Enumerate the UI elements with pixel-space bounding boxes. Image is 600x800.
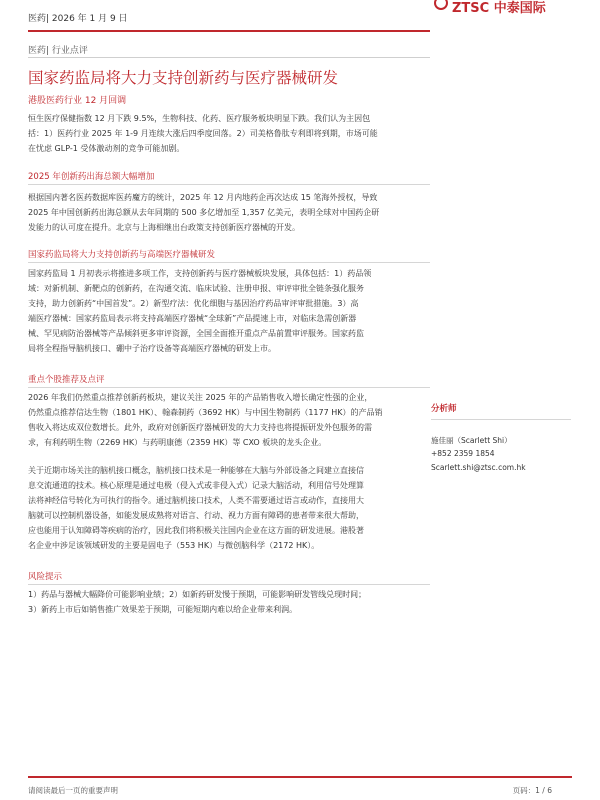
intro-line: 括：1）医药行业 2025 年 1-9 月连续大涨后四季度回落。2）司美格鲁肽专利即将到期，市场可能 xyxy=(28,129,378,138)
header-date: 医药| 2026 年 1 月 9 日 xyxy=(28,14,128,24)
paragraph-line: 法将神经信号转化为可执行的指令。通过脑机接口技术，人类不需要通过语言或动作，直接用大 xyxy=(28,496,364,505)
logo-text: ZTSC 中泰国际 xyxy=(452,1,546,16)
paragraph-line: 2025 年中国创新药出海总额从去年同期的 500 多亿增加至 1,357 亿美元，表明全球对中国药企研 xyxy=(28,208,380,217)
intro-line: 恒生医疗保健指数 12 月下跌 9.5%，生物科技、化药、医疗服务板块明显下跌。我们认为主因包 xyxy=(28,114,371,123)
paragraph-line: 局将全程指导脑机接口、硼中子治疗设备等高端医疗器械的研发上市。 xyxy=(28,344,276,353)
brand-logo xyxy=(434,0,574,16)
section-divider xyxy=(28,387,430,388)
paragraph-line: 3）新药上市后如销售推广效果差于预期，可能短期内难以给企业带来利润。 xyxy=(28,605,298,614)
paragraph-line: 根据国内著名医药数据库医药魔方的统计，2025 年 12 月内地药企再次达成 15 笔海外授权，导致 xyxy=(28,193,378,202)
section-paragraph-bci xyxy=(28,463,418,553)
section-divider xyxy=(28,184,430,185)
paragraph-line: 求，有利药明生物（2269 HK）与药明康德（2359 HK）等 CXO 板块的龙头企业。 xyxy=(28,438,327,447)
footer-divider xyxy=(28,776,572,778)
section-title-risks: 风险提示 xyxy=(28,572,63,582)
page-subtitle: 港股医药行业 12 月回调 xyxy=(28,96,127,106)
paragraph-line: 械、罕见病防治器械等产品倾斜更多审评资源，全国全面推开重点产品前置审评服务。国家药监 xyxy=(28,329,364,338)
section-divider xyxy=(28,262,430,263)
section-paragraph xyxy=(28,266,418,356)
section-divider xyxy=(28,584,430,585)
analyst-name: 施佳丽（Scarlett Shi） xyxy=(431,436,512,445)
analyst-phone: +852 2359 1854 xyxy=(431,449,495,458)
section-paragraph xyxy=(28,190,418,235)
analyst-heading: 分析师 xyxy=(431,404,457,414)
category-divider xyxy=(28,57,430,58)
paragraph-line: 息交流通道的技术。核心原理是通过电极（侵入式或非侵入式）记录大脑活动，利用信号处理算 xyxy=(28,481,364,490)
paragraph-line: 仍然重点推荐信达生物（1801 HK）、翰森制药（3692 HK）与中国生物制药（1177 HK）的产品销 xyxy=(28,408,383,417)
footer-disclaimer-note: 请阅读最后一页的重要声明 xyxy=(28,786,118,795)
section-title-stock-picks: 重点个股推荐及点评 xyxy=(28,375,105,385)
page-number: 页码：1 / 6 xyxy=(512,786,552,795)
paragraph-line: 关于近期市场关注的脑机接口概念，脑机接口技术是一种能够在大脑与外部设备之间建立直接信 xyxy=(28,466,364,475)
paragraph-line: 1）药品与器械大幅降价可能影响业绩；2）如新药研发慢于预期，可能影响研发管线兑现时间； xyxy=(28,590,367,599)
header-divider xyxy=(28,30,430,32)
paragraph-line: 2026 年我们仍然重点推荐创新药板块，建议关注 2025 年的产品销售收入增长确定性强的企业， xyxy=(28,393,373,402)
section-paragraph xyxy=(28,390,418,450)
paragraph-line: 国家药监局 1 月初表示将推进多项工作，支持创新药与医疗器械板块发展，具体包括：1）药品领 xyxy=(28,269,372,278)
paragraph-line: 售收入将达成双位数增长。此外，政府对创新医疗器械研发的大力支持也将提振研发外包服务的需 xyxy=(28,423,372,432)
intro-paragraph xyxy=(28,111,418,156)
paragraph-line: 域：对新机制、新靶点的创新药，在沟通交流、临床试验、注册申报、审评审批全链条强化服务 xyxy=(28,284,364,293)
paragraph-line: 发能力的认可度在提升。北京与上海相继出台政策支持创新医疗器械的开发。 xyxy=(28,223,300,232)
paragraph-line: 应也能用于认知障碍等疾病的治疗，因此我们将积极关注国内企业在这方面的研发进展。港股著 xyxy=(28,526,364,535)
intro-line: 在忧虑 GLP-1 受体激动剂的竞争可能加剧。 xyxy=(28,144,185,153)
page-title: 国家药监局将大力支持创新药与医疗器械研发 xyxy=(28,69,339,87)
section-title-nmpa-support: 国家药监局将大力支持创新药与高端医疗器械研发 xyxy=(28,250,216,260)
report-category: 医药| 行业点评 xyxy=(28,46,88,56)
analyst-divider xyxy=(431,419,571,420)
paragraph-line: 端医疗器械：国家药监局表示将支持高端医疗器械“全球新”产品提速上市，对临床急需创新器 xyxy=(28,314,357,323)
analyst-email[interactable]: Scarlett.shi@ztsc.com.hk xyxy=(431,463,526,472)
paragraph-line: 名企业中涉足该领域研发的主要是固电子（553 HK）与微创脑科学（2172 HK）。 xyxy=(28,541,320,550)
logo-mark-icon xyxy=(434,0,448,10)
paragraph-line: 支持，助力创新药“中国首发”。2）新型疗法：优化细胞与基因治疗药品审评审批措施。3）高 xyxy=(28,299,359,308)
section-paragraph xyxy=(28,587,418,617)
section-title-overseas-licensing: 2025 年创新药出海总额大幅增加 xyxy=(28,172,155,182)
paragraph-line: 脑就可以控制机器设备，如能发展成熟将对语言、行动、视力方面有障碍的患者带来很大帮助， xyxy=(28,511,364,520)
